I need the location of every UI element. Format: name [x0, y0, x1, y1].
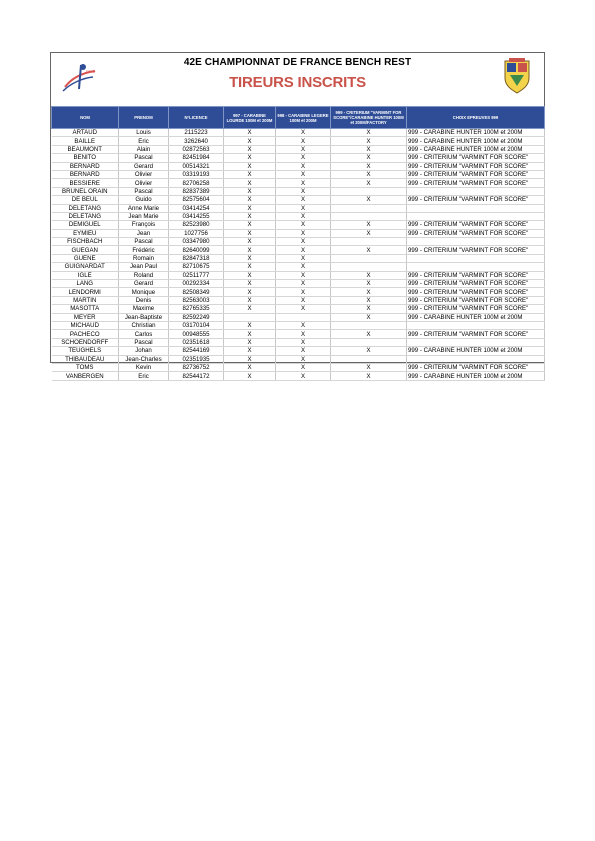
- cell-event-998: X: [276, 296, 331, 304]
- cell-event-999: [331, 338, 407, 346]
- cell-name: FISCHBACH: [52, 238, 119, 246]
- cell-event-998: X: [276, 137, 331, 145]
- cell-firstname: Gerard: [119, 280, 169, 288]
- cell-event-999: X: [331, 246, 407, 254]
- cell-choice: 999 - CRITERIUM "VARMINT FOR SCORE": [407, 246, 545, 254]
- table-row: [52, 187, 545, 195]
- cell-event-997: X: [224, 271, 276, 279]
- cell-firstname: Johan: [119, 347, 169, 355]
- cell-license: 82508349: [169, 288, 224, 296]
- cell-choice: 999 - CRITERIUM "VARMINT FOR SCORE": [407, 296, 545, 304]
- cell-event-997: X: [224, 296, 276, 304]
- cell-license: 82592249: [169, 313, 224, 321]
- cell-event-997: X: [224, 204, 276, 212]
- table-row: [52, 154, 545, 162]
- cell-choice: 999 - CRITERIUM "VARMINT FOR SCORE": [407, 280, 545, 288]
- coat-of-arms-icon: [502, 58, 532, 94]
- cell-choice: 999 - CRITERIUM "VARMINT FOR SCORE": [407, 229, 545, 237]
- cell-event-997: X: [224, 305, 276, 313]
- cell-license: 82847318: [169, 254, 224, 262]
- cell-choice: [407, 263, 545, 271]
- table-row: [52, 179, 545, 187]
- cell-choice: [407, 355, 545, 363]
- cell-event-998: X: [276, 196, 331, 204]
- cell-choice: [407, 238, 545, 246]
- cell-choice: 999 - CRITERIUM "VARMINT FOR SCORE": [407, 271, 545, 279]
- cell-license: 02511777: [169, 271, 224, 279]
- cell-name: DEMIGUEL: [52, 221, 119, 229]
- cell-firstname: Alain: [119, 145, 169, 153]
- cell-name: BERNARD: [52, 162, 119, 170]
- cell-event-997: X: [224, 137, 276, 145]
- cell-event-999: X: [331, 280, 407, 288]
- cell-event-999: [331, 254, 407, 262]
- cell-choice: 999 - CRITERIUM "VARMINT FOR SCORE": [407, 170, 545, 178]
- cell-event-999: [331, 187, 407, 195]
- cell-event-999: X: [331, 129, 407, 137]
- cell-license: 3262640: [169, 137, 224, 145]
- table-row: [52, 145, 545, 153]
- cell-license: 03319193: [169, 170, 224, 178]
- cell-event-997: X: [224, 238, 276, 246]
- cell-event-999: X: [331, 296, 407, 304]
- cell-event-998: X: [276, 204, 331, 212]
- cell-firstname: Denis: [119, 296, 169, 304]
- cell-event-999: X: [331, 145, 407, 153]
- cell-license: 82736752: [169, 363, 224, 371]
- table-row: [52, 288, 545, 296]
- cell-event-998: X: [276, 321, 331, 329]
- cell-event-997: X: [224, 170, 276, 178]
- cell-name: LENDORMI: [52, 288, 119, 296]
- cell-name: DELETANG: [52, 212, 119, 220]
- cell-event-997: X: [224, 129, 276, 137]
- table-row: [52, 296, 545, 304]
- cell-choice: 999 - CRITERIUM "VARMINT FOR SCORE": [407, 363, 545, 371]
- cell-choice: 999 - CARABINE HUNTER 100M et 200M: [407, 145, 545, 153]
- cell-firstname: Carlos: [119, 330, 169, 338]
- cell-license: 03414255: [169, 212, 224, 220]
- table-row: [52, 372, 545, 380]
- table-row: [52, 254, 545, 262]
- cell-firstname: François: [119, 221, 169, 229]
- cell-event-998: X: [276, 347, 331, 355]
- cell-event-998: X: [276, 162, 331, 170]
- cell-event-999: X: [331, 271, 407, 279]
- table-row: [52, 321, 545, 329]
- cell-event-999: [331, 263, 407, 271]
- table-row: [52, 363, 545, 371]
- cell-event-998: X: [276, 305, 331, 313]
- cell-license: 82544169: [169, 347, 224, 355]
- cell-event-999: [331, 238, 407, 246]
- table-header-row: [52, 107, 545, 129]
- cell-event-997: X: [224, 338, 276, 346]
- col-header-license: N°LICENCE: [169, 107, 224, 129]
- cell-event-998: X: [276, 355, 331, 363]
- cell-event-997: X: [224, 154, 276, 162]
- cell-event-998: X: [276, 330, 331, 338]
- cell-firstname: Jean Marie: [119, 212, 169, 220]
- cell-event-999: [331, 212, 407, 220]
- cell-license: 82765335: [169, 305, 224, 313]
- col-header-name: NOM: [52, 107, 119, 129]
- cell-event-999: X: [331, 372, 407, 380]
- cell-name: MASOTTA: [52, 305, 119, 313]
- cell-event-999: X: [331, 288, 407, 296]
- table-row: [52, 170, 545, 178]
- cell-event-998: X: [276, 280, 331, 288]
- cell-choice: [407, 254, 545, 262]
- cell-name: TOMS: [52, 363, 119, 371]
- cell-name: BESSIERE: [52, 179, 119, 187]
- cell-license: 00514321: [169, 162, 224, 170]
- cell-firstname: Eric: [119, 137, 169, 145]
- cell-choice: [407, 187, 545, 195]
- cell-event-997: X: [224, 221, 276, 229]
- cell-firstname: Pascal: [119, 238, 169, 246]
- table-row: [52, 338, 545, 346]
- cell-choice: [407, 338, 545, 346]
- cell-name: GUENE: [52, 254, 119, 262]
- cell-event-999: X: [331, 162, 407, 170]
- cell-firstname: Louis: [119, 129, 169, 137]
- cell-license: 02872563: [169, 145, 224, 153]
- cell-event-997: [224, 313, 276, 321]
- cell-firstname: Olivier: [119, 170, 169, 178]
- cell-event-998: [276, 313, 331, 321]
- col-header-998: 998 - CARABINE LEGERE 100M et 200M: [276, 107, 331, 129]
- cell-choice: 999 - CARABINE HUNTER 100M et 200M: [407, 313, 545, 321]
- cell-event-998: X: [276, 263, 331, 271]
- cell-firstname: Olivier: [119, 179, 169, 187]
- cell-choice: 999 - CRITERIUM "VARMINT FOR SCORE": [407, 221, 545, 229]
- cell-event-999: X: [331, 363, 407, 371]
- cell-event-998: X: [276, 129, 331, 137]
- cell-event-998: X: [276, 221, 331, 229]
- cell-event-999: [331, 321, 407, 329]
- cell-choice: 999 - CARABINE HUNTER 100M et 200M: [407, 372, 545, 380]
- cell-event-998: X: [276, 238, 331, 246]
- cell-name: THIBAUDEAU: [52, 355, 119, 363]
- table-row: [52, 204, 545, 212]
- table-row: [52, 137, 545, 145]
- col-header-997: 997 - CARABINE LOURDE 100M et 200M: [224, 107, 276, 129]
- cell-event-997: X: [224, 196, 276, 204]
- cell-license: 00292334: [169, 280, 224, 288]
- championship-title: 42E CHAMPIONNAT DE FRANCE BENCH REST: [183, 57, 412, 68]
- col-header-firstname: PRENOM: [119, 107, 169, 129]
- table-row: [52, 330, 545, 338]
- cell-firstname: Gerard: [119, 162, 169, 170]
- table-row: [52, 221, 545, 229]
- table-row: [52, 355, 545, 363]
- cell-event-998: X: [276, 170, 331, 178]
- cell-event-998: X: [276, 338, 331, 346]
- cell-event-999: [331, 204, 407, 212]
- cell-choice: 999 - CARABINE HUNTER 100M et 200M: [407, 129, 545, 137]
- cell-license: 82640099: [169, 246, 224, 254]
- cell-event-998: X: [276, 229, 331, 237]
- cell-choice: [407, 212, 545, 220]
- table-row: [52, 263, 545, 271]
- cell-choice: 999 - CRITERIUM "VARMINT FOR SCORE": [407, 179, 545, 187]
- cell-event-999: [331, 355, 407, 363]
- cell-name: VANBERGEN: [52, 372, 119, 380]
- svg-text:FFTir: FFTir: [86, 69, 96, 74]
- cell-name: BERNARD: [52, 170, 119, 178]
- cell-firstname: Anne Marie: [119, 204, 169, 212]
- cell-event-998: X: [276, 154, 331, 162]
- cell-event-999: X: [331, 347, 407, 355]
- cell-choice: 999 - CARABINE HUNTER 100M et 200M: [407, 137, 545, 145]
- table-row: [52, 196, 545, 204]
- cell-license: 82563003: [169, 296, 224, 304]
- col-header-choice: CHOIX EPREUVES 999: [407, 107, 545, 129]
- cell-firstname: Romain: [119, 254, 169, 262]
- cell-event-999: X: [331, 196, 407, 204]
- cell-license: 82710675: [169, 263, 224, 271]
- table-row: [52, 212, 545, 220]
- cell-event-997: X: [224, 330, 276, 338]
- cell-license: 00948555: [169, 330, 224, 338]
- cell-choice: 999 - CRITERIUM "VARMINT FOR SCORE": [407, 196, 545, 204]
- cell-event-998: X: [276, 254, 331, 262]
- cell-name: MARTIN: [52, 296, 119, 304]
- col-header-999: 999 - CRITERIUM "VARMINT FOR SCORE"/CARABINE HUNTER 100M et 200M/FACTORY: [331, 107, 407, 129]
- cell-event-998: X: [276, 372, 331, 380]
- cell-name: LANG: [52, 280, 119, 288]
- cell-license: 03170104: [169, 321, 224, 329]
- cell-name: GUEGAN: [52, 246, 119, 254]
- cell-event-999: X: [331, 154, 407, 162]
- cell-event-997: X: [224, 162, 276, 170]
- cell-name: DELETANG: [52, 204, 119, 212]
- table-row: [52, 347, 545, 355]
- cell-license: 1027756: [169, 229, 224, 237]
- cell-event-997: X: [224, 363, 276, 371]
- cell-event-997: X: [224, 288, 276, 296]
- cell-event-998: X: [276, 187, 331, 195]
- cell-license: 82575604: [169, 196, 224, 204]
- cell-name: IGLE: [52, 271, 119, 279]
- cell-firstname: Guido: [119, 196, 169, 204]
- cell-firstname: Monique: [119, 288, 169, 296]
- cell-name: BEAUMONT: [52, 145, 119, 153]
- cell-name: GUIGNARDAT: [52, 263, 119, 271]
- cell-license: 82451984: [169, 154, 224, 162]
- cell-choice: [407, 204, 545, 212]
- registered-shooters-title: TIREURS INSCRITS: [229, 74, 366, 91]
- cell-firstname: Jean: [119, 229, 169, 237]
- cell-firstname: Jean-Baptiste: [119, 313, 169, 321]
- table-row: [52, 229, 545, 237]
- cell-license: 03347980: [169, 238, 224, 246]
- cell-license: 82544172: [169, 372, 224, 380]
- cell-name: PACHECO: [52, 330, 119, 338]
- cell-event-997: X: [224, 321, 276, 329]
- cell-firstname: Pascal: [119, 338, 169, 346]
- cell-firstname: Pascal: [119, 187, 169, 195]
- cell-event-998: X: [276, 179, 331, 187]
- cell-event-998: X: [276, 363, 331, 371]
- table-row: [52, 246, 545, 254]
- cell-event-997: X: [224, 355, 276, 363]
- cell-firstname: Maxime: [119, 305, 169, 313]
- cell-choice: 999 - CRITERIUM "VARMINT FOR SCORE": [407, 154, 545, 162]
- cell-name: TEUGHELS: [52, 347, 119, 355]
- cell-event-999: X: [331, 170, 407, 178]
- cell-event-997: X: [224, 212, 276, 220]
- table-row: [52, 280, 545, 288]
- cell-event-999: X: [331, 305, 407, 313]
- cell-event-998: X: [276, 212, 331, 220]
- cell-license: 82523980: [169, 221, 224, 229]
- table-row: [52, 129, 545, 137]
- cell-event-997: X: [224, 372, 276, 380]
- cell-event-997: X: [224, 263, 276, 271]
- cell-firstname: Christian: [119, 321, 169, 329]
- table-row: [52, 313, 545, 321]
- sheet-header: [51, 53, 544, 106]
- cell-name: BENITO: [52, 154, 119, 162]
- cell-event-998: X: [276, 145, 331, 153]
- cell-name: BAILLE: [52, 137, 119, 145]
- cell-license: 82706258: [169, 179, 224, 187]
- cell-firstname: Frédéric: [119, 246, 169, 254]
- cell-choice: 999 - CRITERIUM "VARMINT FOR SCORE": [407, 288, 545, 296]
- cell-name: SCHOENDORFF: [52, 338, 119, 346]
- cell-event-997: X: [224, 229, 276, 237]
- cell-firstname: Eric: [119, 372, 169, 380]
- cell-name: EYMIEU: [52, 229, 119, 237]
- registrants-table: [51, 106, 545, 381]
- cell-firstname: Jean-Charles: [119, 355, 169, 363]
- cell-name: BRUNEL ORAIN: [52, 187, 119, 195]
- cell-name: DE BEUL: [52, 196, 119, 204]
- cell-event-998: X: [276, 271, 331, 279]
- cell-choice: 999 - CRITERIUM "VARMINT FOR SCORE": [407, 305, 545, 313]
- cell-license: 82837389: [169, 187, 224, 195]
- cell-license: 02351935: [169, 355, 224, 363]
- table-row: [52, 271, 545, 279]
- registration-sheet: [50, 52, 545, 380]
- cell-firstname: Pascal: [119, 154, 169, 162]
- cell-event-999: X: [331, 221, 407, 229]
- cell-event-997: X: [224, 179, 276, 187]
- cell-choice: [407, 321, 545, 329]
- cell-event-997: X: [224, 347, 276, 355]
- cell-firstname: Roland: [119, 271, 169, 279]
- cell-name: ARTAUD: [52, 129, 119, 137]
- cell-event-997: X: [224, 280, 276, 288]
- table-row: [52, 238, 545, 246]
- cell-choice: 999 - CRITERIUM "VARMINT FOR SCORE": [407, 162, 545, 170]
- cell-event-999: X: [331, 229, 407, 237]
- cell-event-998: X: [276, 288, 331, 296]
- cell-event-999: X: [331, 137, 407, 145]
- cell-event-997: X: [224, 246, 276, 254]
- cell-event-999: X: [331, 330, 407, 338]
- table-row: [52, 162, 545, 170]
- cell-choice: 999 - CARABINE HUNTER 100M et 200M: [407, 347, 545, 355]
- cell-event-997: X: [224, 187, 276, 195]
- cell-license: 02351618: [169, 338, 224, 346]
- cell-firstname: Jean Paul: [119, 263, 169, 271]
- cell-event-999: X: [331, 313, 407, 321]
- cell-event-998: X: [276, 246, 331, 254]
- table-row: [52, 305, 545, 313]
- cell-event-999: X: [331, 179, 407, 187]
- cell-license: 03414254: [169, 204, 224, 212]
- cell-license: 2115223: [169, 129, 224, 137]
- cell-firstname: Kevin: [119, 363, 169, 371]
- cell-choice: 999 - CRITERIUM "VARMINT FOR SCORE": [407, 330, 545, 338]
- cell-event-997: X: [224, 145, 276, 153]
- cell-name: MICHAUD: [52, 321, 119, 329]
- cell-event-997: X: [224, 254, 276, 262]
- cell-name: MEYER: [52, 313, 119, 321]
